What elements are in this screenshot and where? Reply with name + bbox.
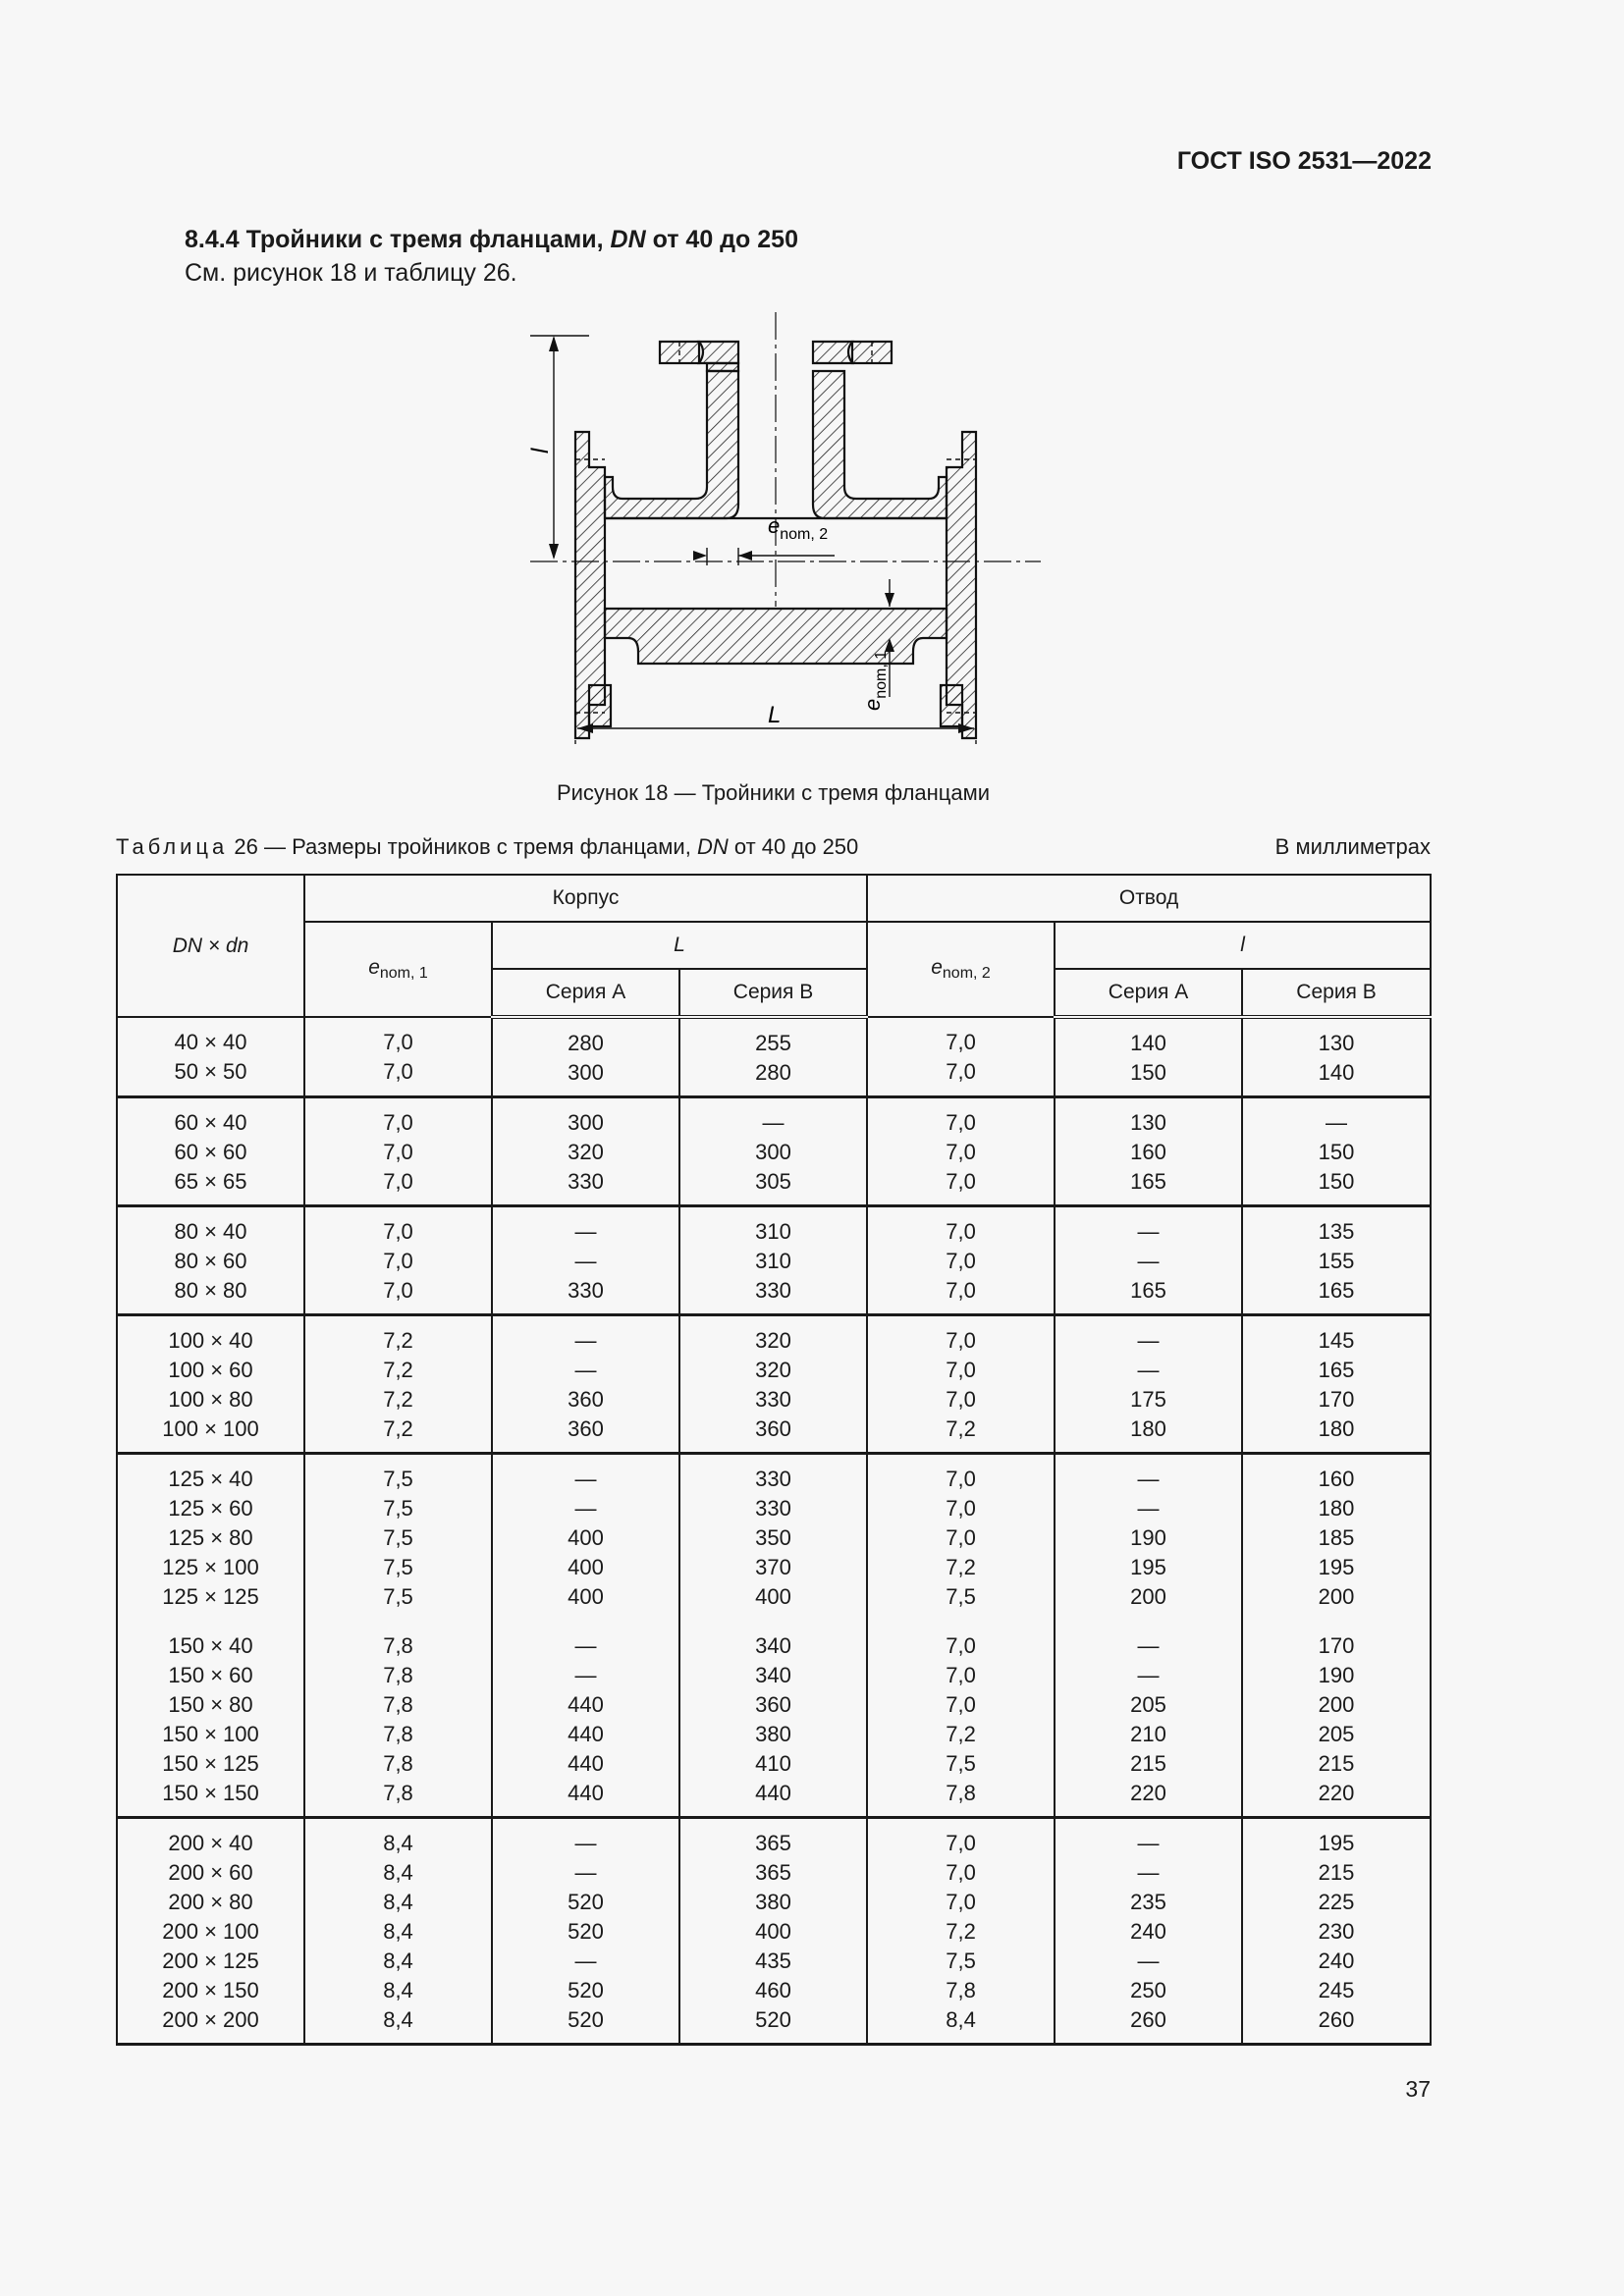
- table-value: 150 × 80: [168, 1692, 253, 1717]
- table-value: 7,5: [383, 1584, 413, 1609]
- table-value: 190: [1318, 1663, 1355, 1687]
- section-title-dn: DN: [610, 226, 646, 253]
- table-cell: [492, 1315, 679, 1454]
- table-value: 7,2: [946, 1919, 976, 1944]
- table-value: 330: [568, 1169, 604, 1194]
- table-value: 520: [568, 1890, 604, 1914]
- table-value: 7,8: [383, 1781, 413, 1805]
- table-value: 100 × 100: [162, 1416, 259, 1441]
- upper-left-wall: [605, 371, 738, 518]
- table-row-group: [117, 1017, 1431, 1097]
- table-cell: [304, 1818, 492, 2045]
- table-cell: [117, 1454, 304, 1818]
- table-cell: [492, 1017, 679, 1097]
- table-value: 7,0: [383, 1169, 413, 1194]
- table-cell: [679, 1017, 867, 1097]
- table-value: 400: [755, 1919, 791, 1944]
- table-value: 200 × 150: [162, 1978, 259, 2002]
- table-value: 160: [1318, 1467, 1355, 1491]
- table-value: 520: [755, 2007, 791, 2032]
- table-value: 365: [755, 1860, 791, 1885]
- section-title-end: от 40 до 250: [652, 226, 798, 253]
- table-value: 8,4: [383, 1860, 413, 1885]
- table-value: 200: [1130, 1584, 1166, 1609]
- table-value: —: [762, 1110, 785, 1135]
- table-value: 360: [568, 1416, 604, 1441]
- table-value: 125 × 60: [168, 1496, 253, 1521]
- table-value: 165: [1130, 1278, 1166, 1303]
- table-value: 7,0: [946, 1249, 976, 1273]
- table-cell: [1055, 1818, 1242, 2045]
- table-cell: [679, 1097, 867, 1206]
- table-value: 7,0: [383, 1278, 413, 1303]
- table-value: 7,0: [946, 1059, 976, 1084]
- table-value: 520: [568, 1978, 604, 2002]
- table-value: 340: [755, 1633, 791, 1658]
- table-value: —: [1137, 1949, 1160, 1973]
- col-branch: Отвод: [867, 875, 1431, 922]
- table-value: 260: [1318, 2007, 1355, 2032]
- table-units: В миллиметрах: [1274, 834, 1431, 859]
- table-value: —: [1137, 1633, 1160, 1658]
- table-cell: [1055, 1206, 1242, 1315]
- table-value: 410: [755, 1751, 791, 1776]
- table-value: 185: [1318, 1525, 1355, 1550]
- table-value: 8,4: [383, 1949, 413, 1973]
- table-cell: [1055, 1454, 1242, 1818]
- table-cell: [304, 1454, 492, 1818]
- table-value: 250: [1130, 1978, 1166, 2002]
- dimensions-table: [116, 874, 1432, 2046]
- table-value: 125 × 100: [162, 1555, 259, 1579]
- table-value: —: [574, 1496, 597, 1521]
- table-value: 360: [755, 1416, 791, 1441]
- table-value: 8,4: [383, 1831, 413, 1855]
- table-value: 170: [1318, 1387, 1355, 1412]
- table-value: —: [574, 1860, 597, 1885]
- table-value: 7,8: [383, 1722, 413, 1746]
- table-value: 160: [1130, 1140, 1166, 1164]
- table-value: 440: [568, 1751, 604, 1776]
- table-value: 7,0: [946, 1387, 976, 1412]
- table-value: 240: [1130, 1919, 1166, 1944]
- table-cell: [492, 1818, 679, 2045]
- table-cell: [1055, 1017, 1242, 1097]
- table-value: 7,5: [383, 1496, 413, 1521]
- table-value: 7,0: [946, 1890, 976, 1914]
- table-value: 100 × 80: [168, 1387, 253, 1412]
- table-value: 180: [1130, 1416, 1166, 1441]
- col-l-series-b: Серия В: [1242, 969, 1431, 1017]
- table-value: 150 × 125: [162, 1751, 259, 1776]
- table-value: 7,0: [383, 1059, 413, 1084]
- table-value: 300: [568, 1060, 604, 1085]
- table-value: 165: [1318, 1278, 1355, 1303]
- table-value: 7,0: [946, 1140, 976, 1164]
- table-value: 7,0: [946, 1219, 976, 1244]
- table-caption: [116, 834, 858, 860]
- section-title: [185, 226, 798, 254]
- table-value: 7,2: [383, 1358, 413, 1382]
- table-value: 330: [755, 1467, 791, 1491]
- table-value: 215: [1318, 1860, 1355, 1885]
- table-value: 435: [755, 1949, 791, 1973]
- table-value: 7,5: [946, 1751, 976, 1776]
- table-value: 8,4: [946, 2007, 976, 2032]
- table-cell: [867, 1454, 1055, 1818]
- table-value: 7,0: [946, 1692, 976, 1717]
- table-value: —: [1137, 1219, 1160, 1244]
- table-value: 195: [1318, 1831, 1355, 1855]
- table-cell: [679, 1206, 867, 1315]
- table-cell: [117, 1315, 304, 1454]
- table-value: 220: [1130, 1781, 1166, 1805]
- table-value: 7,0: [946, 1110, 976, 1135]
- table-value: 80 × 60: [174, 1249, 247, 1273]
- table-value: 7,5: [946, 1584, 976, 1609]
- table-value: 7,8: [383, 1751, 413, 1776]
- table-value: —: [1137, 1831, 1160, 1855]
- table-cell: [117, 1017, 304, 1097]
- table-value: 200 × 60: [168, 1860, 253, 1885]
- table-value: 7,8: [383, 1633, 413, 1658]
- col-l: l: [1055, 922, 1431, 969]
- table-cell: [117, 1206, 304, 1315]
- table-value: 7,0: [946, 1525, 976, 1550]
- table-value: 195: [1318, 1555, 1355, 1579]
- tee-drawing: [491, 312, 1060, 744]
- table-value: 7,0: [383, 1140, 413, 1164]
- table-value: 400: [568, 1584, 604, 1609]
- table-value: 400: [568, 1525, 604, 1550]
- table-cell: [117, 1818, 304, 2045]
- table-value: 165: [1318, 1358, 1355, 1382]
- branch-flange-left: [707, 363, 738, 371]
- table-cell: [679, 1454, 867, 1818]
- table-value: 60 × 40: [174, 1110, 247, 1135]
- table-value: 7,0: [946, 1328, 976, 1353]
- page-number: 37: [1405, 2076, 1431, 2102]
- table-value: 195: [1130, 1555, 1166, 1579]
- table-cell: [867, 1017, 1055, 1097]
- table-value: 520: [568, 2007, 604, 2032]
- col-L-series-a: Серия А: [492, 969, 679, 1017]
- table-value: —: [574, 1249, 597, 1273]
- col-L-series-b: Серия В: [679, 969, 867, 1017]
- table-value: —: [1137, 1467, 1160, 1491]
- table-value: 80 × 40: [174, 1219, 247, 1244]
- table-value: —: [574, 1633, 597, 1658]
- table-value: 140: [1130, 1031, 1166, 1055]
- table-value: 50 × 50: [174, 1059, 247, 1084]
- table-cell: [117, 1097, 304, 1206]
- table-value: 225: [1318, 1890, 1355, 1914]
- table-row-group: [117, 1454, 1431, 1818]
- table-value: —: [1137, 1663, 1160, 1687]
- bottom-wall: [605, 609, 947, 664]
- table-value: 370: [755, 1555, 791, 1579]
- table-cell: [1055, 1315, 1242, 1454]
- table-value: 100 × 60: [168, 1358, 253, 1382]
- table-value: 200: [1318, 1692, 1355, 1717]
- table-value: 7,2: [946, 1722, 976, 1746]
- table-value: 7,0: [946, 1358, 976, 1382]
- table-value: 7,0: [946, 1633, 976, 1658]
- table-cell: [304, 1017, 492, 1097]
- col-l-series-a: Серия А: [1055, 969, 1242, 1017]
- table-cell: [679, 1818, 867, 2045]
- table-cell: [304, 1097, 492, 1206]
- table-value: 7,5: [383, 1555, 413, 1579]
- table-caption-rest: 26 — Размеры тройников с тремя фланцами,: [234, 834, 691, 859]
- table-value: 8,4: [383, 1919, 413, 1944]
- table-value: 320: [755, 1328, 791, 1353]
- table-value: 205: [1318, 1722, 1355, 1746]
- table-value: 130: [1130, 1110, 1166, 1135]
- table-value: 200 × 80: [168, 1890, 253, 1914]
- table-cell: [304, 1315, 492, 1454]
- table-value: 330: [755, 1496, 791, 1521]
- table-cell: [492, 1454, 679, 1818]
- table-value: 125 × 40: [168, 1467, 253, 1491]
- e-nom1-label: $e_{nom, 1}$: [860, 650, 890, 711]
- table-value: 245: [1318, 1978, 1355, 2002]
- table-value: —: [574, 1831, 597, 1855]
- figure-caption: Рисунок 18 — Тройники с тремя фланцами: [556, 780, 991, 805]
- table-value: 7,5: [383, 1525, 413, 1550]
- col-body: Корпус: [304, 875, 867, 922]
- table-value: 125 × 125: [162, 1584, 259, 1609]
- table-value: 140: [1318, 1060, 1355, 1085]
- table-value: 460: [755, 1978, 791, 2002]
- table-cell: [867, 1206, 1055, 1315]
- table-value: 220: [1318, 1781, 1355, 1805]
- table-value: —: [574, 1949, 597, 1973]
- table-value: 145: [1318, 1328, 1355, 1353]
- table-value: 440: [568, 1722, 604, 1746]
- table-value: 7,0: [946, 1496, 976, 1521]
- table-cell: [1242, 1097, 1431, 1206]
- table-value: 280: [755, 1060, 791, 1085]
- table-value: 320: [568, 1140, 604, 1164]
- table-value: 150 × 150: [162, 1781, 259, 1805]
- table-value: —: [574, 1328, 597, 1353]
- table-row-group: [117, 1315, 1431, 1454]
- table-value: 230: [1318, 1919, 1355, 1944]
- table-value: 7,5: [946, 1949, 976, 1973]
- table-value: 7,0: [946, 1030, 976, 1054]
- table-value: 7,2: [383, 1328, 413, 1353]
- table-value: 100 × 40: [168, 1328, 253, 1353]
- table-value: 7,2: [383, 1416, 413, 1441]
- table-value: —: [574, 1219, 597, 1244]
- col-e-nom2: $e_{nom, 2}$: [867, 922, 1055, 1017]
- table-value: 330: [755, 1387, 791, 1412]
- table-value: 300: [568, 1110, 604, 1135]
- table-value: 135: [1318, 1219, 1355, 1244]
- table-value: 360: [755, 1692, 791, 1717]
- table-value: 200 × 125: [162, 1949, 259, 1973]
- table-value: 180: [1318, 1416, 1355, 1441]
- table-value: 440: [755, 1781, 791, 1805]
- table-value: 310: [755, 1249, 791, 1273]
- table-value: 440: [568, 1692, 604, 1717]
- table-value: 7,0: [383, 1249, 413, 1273]
- table-value: 300: [755, 1140, 791, 1164]
- table-row-group: [117, 1818, 1431, 2045]
- table-value: 235: [1130, 1890, 1166, 1914]
- table-value: —: [1137, 1328, 1160, 1353]
- table-value: 180: [1318, 1496, 1355, 1521]
- table-value: 150 × 40: [168, 1633, 253, 1658]
- table-value: —: [574, 1467, 597, 1491]
- table-row-group: [117, 1206, 1431, 1315]
- table-value: 7,0: [946, 1169, 976, 1194]
- table-value: 330: [755, 1278, 791, 1303]
- figure-18: [491, 312, 1060, 744]
- col-dn-dn: DN × dn: [117, 875, 304, 1017]
- table-value: 380: [755, 1722, 791, 1746]
- table-value: 7,0: [383, 1110, 413, 1135]
- table-value: 7,0: [383, 1219, 413, 1244]
- table-value: 7,2: [946, 1555, 976, 1579]
- table-value: 260: [1130, 2007, 1166, 2032]
- table-value: 7,0: [946, 1663, 976, 1687]
- table-cell: [1055, 1097, 1242, 1206]
- table-cell: [867, 1097, 1055, 1206]
- table-value: 200 × 200: [162, 2007, 259, 2032]
- table-value: 7,0: [946, 1860, 976, 1885]
- table-value: 360: [568, 1387, 604, 1412]
- table-value: 150: [1318, 1140, 1355, 1164]
- table-value: —: [574, 1358, 597, 1382]
- table-value: 350: [755, 1525, 791, 1550]
- table-value: 200 × 40: [168, 1831, 253, 1855]
- table-cell: [492, 1206, 679, 1315]
- table-value: 60 × 60: [174, 1140, 247, 1164]
- standard-code: ГОСТ ISO 2531—2022: [1176, 147, 1432, 175]
- table-value: 200: [1318, 1584, 1355, 1609]
- table-caption-word: Таблица: [116, 834, 229, 859]
- table-value: 7,8: [383, 1692, 413, 1717]
- table-value: 7,0: [946, 1831, 976, 1855]
- table-caption-end: от 40 до 250: [733, 834, 859, 859]
- table-caption-dn: DN: [696, 834, 729, 859]
- table-value: 215: [1130, 1751, 1166, 1776]
- table-value: 255: [755, 1031, 791, 1055]
- table-value: 7,2: [946, 1416, 976, 1441]
- table-value: 125 × 80: [168, 1525, 253, 1550]
- table-value: 280: [568, 1031, 604, 1055]
- table-value: 150 × 60: [168, 1663, 253, 1687]
- table-body: [117, 1017, 1431, 2045]
- table-cell: [867, 1818, 1055, 2045]
- table-value: 305: [755, 1169, 791, 1194]
- section-title-start: Тройники с тремя фланцами,: [245, 226, 604, 253]
- table-value: 7,8: [383, 1663, 413, 1687]
- table-value: 190: [1130, 1525, 1166, 1550]
- table-value: 8,4: [383, 1978, 413, 2002]
- table-value: 150: [1318, 1169, 1355, 1194]
- table-cell: [1242, 1454, 1431, 1818]
- table-value: 330: [568, 1278, 604, 1303]
- table-value: 165: [1130, 1169, 1166, 1194]
- table-value: 210: [1130, 1722, 1166, 1746]
- table-value: 205: [1130, 1692, 1166, 1717]
- table-value: —: [1137, 1860, 1160, 1885]
- table-value: 320: [755, 1358, 791, 1382]
- table-value: 170: [1318, 1633, 1355, 1658]
- table-value: 40 × 40: [174, 1030, 247, 1054]
- table-value: 7,0: [946, 1278, 976, 1303]
- e-nom2-label: $e_{nom, 2}$: [768, 513, 829, 543]
- table-value: 200 × 100: [162, 1919, 259, 1944]
- table-value: 365: [755, 1831, 791, 1855]
- table-value: 400: [755, 1584, 791, 1609]
- table-cell: [1242, 1206, 1431, 1315]
- table-value: 7,0: [383, 1030, 413, 1054]
- table-value: 80 × 80: [174, 1278, 247, 1303]
- section-reference: См. рисунок 18 и таблицу 26.: [185, 259, 517, 287]
- table-value: —: [1326, 1110, 1348, 1135]
- table-row-group: [117, 1097, 1431, 1206]
- table-value: 340: [755, 1663, 791, 1687]
- table-value: —: [1137, 1358, 1160, 1382]
- upper-right-wall: [813, 371, 947, 518]
- table-value: 380: [755, 1890, 791, 1914]
- table-value: 130: [1318, 1031, 1355, 1055]
- table-value: 7,2: [383, 1387, 413, 1412]
- dim-L-label: L: [768, 702, 782, 728]
- table-value: 150 × 100: [162, 1722, 259, 1746]
- table-value: —: [574, 1663, 597, 1687]
- table-cell: [304, 1206, 492, 1315]
- dim-l-label: l: [527, 448, 554, 454]
- table-value: 7,8: [946, 1978, 976, 2002]
- table-value: 155: [1318, 1249, 1355, 1273]
- table-value: 7,0: [946, 1467, 976, 1491]
- table-cell: [1242, 1818, 1431, 2045]
- table-value: 520: [568, 1919, 604, 1944]
- table-cell: [492, 1097, 679, 1206]
- table-value: 8,4: [383, 2007, 413, 2032]
- col-e-nom1: $e_{nom, 1}$: [304, 922, 492, 1017]
- table-value: 175: [1130, 1387, 1166, 1412]
- table-cell: [1242, 1017, 1431, 1097]
- table-value: 7,8: [946, 1781, 976, 1805]
- table-value: 400: [568, 1555, 604, 1579]
- table-value: —: [1137, 1249, 1160, 1273]
- table-value: 240: [1318, 1949, 1355, 1973]
- table-cell: [679, 1315, 867, 1454]
- table-value: 310: [755, 1219, 791, 1244]
- table-cell: [1242, 1315, 1431, 1454]
- section-number: 8.4.4: [185, 226, 240, 253]
- table-value: 440: [568, 1781, 604, 1805]
- col-L: L: [492, 922, 867, 969]
- table-value: 150: [1130, 1060, 1166, 1085]
- table-value: 215: [1318, 1751, 1355, 1776]
- table-cell: [867, 1315, 1055, 1454]
- table-value: —: [1137, 1496, 1160, 1521]
- table-value: 7,5: [383, 1467, 413, 1491]
- table-value: 8,4: [383, 1890, 413, 1914]
- table-value: 65 × 65: [174, 1169, 247, 1194]
